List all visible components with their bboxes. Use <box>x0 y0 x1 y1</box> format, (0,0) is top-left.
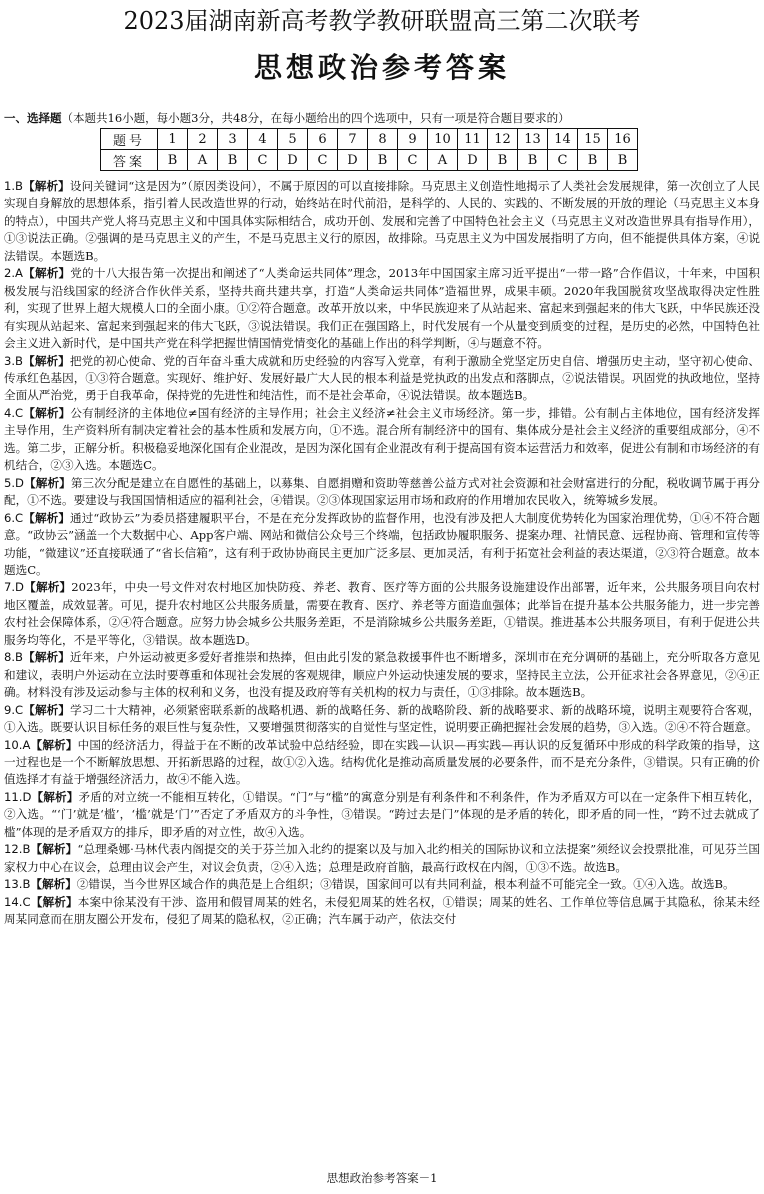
question-number-cell: 7 <box>338 129 368 150</box>
analysis-text: 2023年，中央一号文件对农村地区加快防疫、养老、教育、医疗等方面的公共服务设施建设作出部署，近年来，公共服务项目向农村地区覆盖，成效显著。可见，提升农村地区公共服务质量，需要在教育、医疗、养老等方面造血强体；此举旨在提升基本公共服务能力，进一步完善农村社会保障体系，②④符合题意。应努力协会城乡公共服务差距，不是消除城乡公共服务差距，①错误。推进基本公共服务项目，有利于促进公共服务均等化，不是平等化，③错误。故本题选D。 <box>4 580 760 647</box>
answer-table-number-row <box>101 129 638 150</box>
answer-cell: D <box>458 150 488 171</box>
item-number: 11.D <box>4 789 32 804</box>
item-number: 13.B <box>4 877 31 892</box>
item-number: 8.B <box>4 650 24 665</box>
analysis-tag: 【解析】 <box>23 650 70 665</box>
question-number-cell: 3 <box>218 129 248 150</box>
analysis-tag: 【解析】 <box>23 353 70 368</box>
question-number-cell: 1 <box>158 129 188 150</box>
analysis-item <box>4 579 760 649</box>
answer-cell: B <box>368 150 398 171</box>
analysis-tag: 【解析】 <box>30 842 78 857</box>
answer-cell: C <box>308 150 338 171</box>
answer-cell: B <box>218 150 248 171</box>
analysis-item <box>4 265 760 352</box>
answer-cell: B <box>488 150 518 171</box>
question-number-cell: 11 <box>458 129 488 150</box>
item-number: 2.A <box>4 266 23 281</box>
item-number: 7.D <box>4 580 24 595</box>
question-number-cell: 8 <box>368 129 398 150</box>
analysis-text: 近年来，户外运动被更多爱好者推崇和热捧，但由此引发的紧急救援事件也不断增多，深圳市在充分调研的基础上，充分听取各方意见和建议，表明户外运动在立法时要尊重和体现社会发展的客观规律，顺应户外运动快速发展的要求，坚持民主立法，公开征求社会各界意见，②④正确。材料没有涉及运动参与主体的权利和义务，也没有提及政府等有关机构的权力与责任，①③排除。故本题选B。 <box>4 650 760 700</box>
analysis-item <box>4 789 760 841</box>
analysis-text: 党的十八大报告第一次提出和阐述了“人类命运共同体”理念，2013年中国国家主席习近平提出“一带一路”合作倡议，十年来，中国积极发展与沿线国家的经济合作伙伴关系，坚持共商共建共享，打造“人类命运共同体”造福世界，成果丰硕。2020年我国脱贫攻坚战取得决定性胜利，实现了世界上超大规模人口的全面小康。①②符合题意。改革开放以来，中华民族迎来了从站起来、富起来到强起来的伟大飞跃，中华民族还没有实现从站起来、富起来到强起来的伟大飞跃，③说法错误。我们正在强国路上，时代发展有一个从量变到质变的过程，是历史的必然，中国特色社会主义进入新时代，是中国共产党在科学把握世情国情党情变化的基础上作出的科学判断，④与题意不符。 <box>4 266 760 351</box>
analysis-item <box>4 353 760 405</box>
analysis-text: 矛盾的对立统一不能相互转化，①错误。“门”与“槛”的寓意分别是有利条件和不利条件，作为矛盾双方可以在一定条件下相互转化，②入选。“‘门’就是‘槛’，‘槛’就是‘门’”否定了矛盾双方的斗争性，③错误。“跨过去是门”体现的是矛盾的转化，即矛盾的同一性，“跨不过去就成了槛”体现的是矛盾双方的排斥，即矛盾的对立性，故④入选。 <box>4 789 760 839</box>
analysis-text: 设问关键词“这是因为”（原因类设问），不属于原因的可以直接排除。马克思主义创造性地揭示了人类社会发展规律，第一次创立了人民实现自身解放的思想体系，指引着人民改造世界的行动，始终站在时代前沿，是科学的、人民的、实践的、不断发展的开放的理论（马克思主义本身的特点），中国共产党人将马克思主义和中国具体实际相结合，成功开创、发展和完善了中国特色社会主义（马克思主义对改造世界具有指导作用），①③说法正确。②强调的是马克思主义的产生，不是马克思主义行的原因，故排除。马克思主义为中国发展指明了方向，但不能提供具体方案，④说法错误。本题选B。 <box>4 179 760 263</box>
question-number-cell: 13 <box>518 129 548 150</box>
answer-cell: D <box>338 150 368 171</box>
item-number: 5.D <box>4 475 24 490</box>
analysis-tag: 【解析】 <box>23 405 71 420</box>
answer-cell: C <box>248 150 278 171</box>
answer-table <box>100 128 638 171</box>
analysis-item <box>4 841 760 876</box>
answer-cell: B <box>608 150 638 171</box>
analysis-tag: 【解析】 <box>30 894 78 909</box>
question-number-cell: 15 <box>578 129 608 150</box>
answer-table-answer-row <box>101 150 638 171</box>
analysis-tag: 【解析】 <box>23 702 71 717</box>
table-header-answer-label: 答案 <box>101 150 158 171</box>
question-number-cell: 12 <box>488 129 518 150</box>
section-note: （本题共16小题，每小题3分，共48分，在每小题给出的四个选项中，只有一项是符合题目要求的） <box>61 111 570 125</box>
question-number-cell: 2 <box>188 129 218 150</box>
analysis-item <box>4 894 760 929</box>
item-number: 9.C <box>4 702 24 717</box>
document-subtitle: 思想政治参考答案 <box>253 51 510 84</box>
item-number: 4.C <box>4 405 24 420</box>
answer-cell: A <box>188 150 218 171</box>
answer-cell: A <box>428 150 458 171</box>
analysis-text: “总理桑娜·马林代表内阁提交的关于芬兰加入北约的提案以及与加入北约相关的国际协议和立法提案”须经议会投票批准，可见芬兰国家权力中心在议会，总理由议会产生，对议会负责，②④入选；总理是政府首脑，最高行政权在内阁，①③不选。故选B。 <box>4 842 760 874</box>
item-number: 6.C <box>4 510 24 525</box>
analysis-tag: 【解析】 <box>24 475 71 490</box>
analysis-tag: 【解析】 <box>31 789 79 804</box>
item-number: 1.B <box>4 179 24 193</box>
analysis-section <box>4 178 760 928</box>
analysis-text: 学习二十大精神，必须紧密联系新的战略机遇、新的战略任务、新的战略阶段、新的战略要求、新的战略环境，说明主观要符合客观，①入选。既要认识目标任务的艰巨性与复杂性，又要增强贯彻落实的自觉性与坚定性，说明要正确把握社会发展的趋势，③入选。②④不符合题意。 <box>4 702 760 735</box>
table-header-number-label: 题号 <box>101 129 158 150</box>
analysis-tag: 【解析】 <box>24 580 72 595</box>
question-number-cell: 10 <box>428 129 458 150</box>
analysis-text: 第三次分配是建立在自愿性的基础上，以募集、自愿捐赠和资助等慈善公益方式对社会资源和社会财富进行的分配，税收调节属于再分配，①不选。要建设与我国国情相适应的福利社会，④错误。②③体现国家运用市场和政府的作用增加农民收入，统筹城乡发展。 <box>4 475 760 508</box>
analysis-tag: 【解析】 <box>23 179 70 193</box>
item-number: 3.B <box>4 353 24 368</box>
question-number-cell: 16 <box>608 129 638 150</box>
item-number: 12.B <box>4 842 31 857</box>
answer-cell: D <box>278 150 308 171</box>
analysis-tag: 【解析】 <box>23 510 71 525</box>
analysis-text: ②错误，当今世界区域合作的典范是上合组织；③错误，国家间可以有共同利益，根本利益不可能完全一致。①④入选。故选B。 <box>76 877 735 892</box>
analysis-item <box>4 702 760 737</box>
analysis-item <box>4 475 760 510</box>
analysis-text: 通过“政协云”为委员搭建履职平台，不是在充分发挥政协的监督作用，也没有涉及把人大制度优势转化为国家治理优势，①④不符合题意。“政协云”涵盖一个大数据中心、App客户端、网站和微信公众号三个终端，包括政协履职服务、提案办理、社情民意、远程协商、管理和宣传等功能，“微建议”还直接联通了“省长信箱”，这有利于政协协商民主更加广泛多层、更加灵活，有利于拓宽社会利益的表达渠道，②③符合题意。故本题选C。 <box>4 510 760 577</box>
answer-cell: B <box>578 150 608 171</box>
question-number-cell: 14 <box>548 129 578 150</box>
question-number-cell: 6 <box>308 129 338 150</box>
analysis-text: 中国的经济活力，得益于在不断的改革试验中总结经验，即在实践—认识—再实践—再认识的反复循环中形成的科学政策的指导，这一过程也是一个不断解放思想、开拓新思路的过程，故①②入选。结构优化是推动高质量发展的必要条件，而不是充分条件，③错误。只有正确的价值选择才有益于增强经济活力，故④不能入选。 <box>4 737 760 787</box>
item-number: 10.A <box>4 737 31 752</box>
question-number-cell: 4 <box>248 129 278 150</box>
answer-cell: B <box>158 150 188 171</box>
item-number: 14.C <box>4 894 31 909</box>
analysis-item <box>4 178 760 265</box>
page-footer: 思想政治参考答案－1 <box>326 1171 438 1185</box>
question-number-cell: 5 <box>278 129 308 150</box>
section-label: 一、选择题 <box>4 111 62 125</box>
analysis-tag: 【解析】 <box>30 877 77 892</box>
answer-cell: B <box>518 150 548 171</box>
answer-cell: C <box>398 150 428 171</box>
analysis-item <box>4 405 760 475</box>
analysis-tag: 【解析】 <box>23 266 71 281</box>
question-number-cell: 9 <box>398 129 428 150</box>
answer-cell: C <box>548 150 578 171</box>
analysis-item <box>4 649 760 701</box>
analysis-text: 本案中徐某没有干涉、盗用和假冒周某的姓名，未侵犯周某的姓名权，①错误；周某的姓名、工作单位等信息属于其隐私，徐某未经周某同意而在朋友圈公开发布，侵犯了周某的隐私权，②正确；汽车属于动产，依法交付 <box>4 894 760 927</box>
analysis-text: 公有制经济的主体地位≠国有经济的主导作用；社会主义经济≠社会主义市场经济。第一步，排错。公有制占主体地位，国有经济发挥主导作用，生产资料所有制决定着社会的基本性质和发展方向，①不选。混合所有制经济中的国有、集体成分是社会主义经济的重要组成部分，④不选。第二步，正解分析。积极稳妥地深化国有企业混改，是因为深化国有企业混改有利于提高国有资本运营活力和效率，促进公有制和市场经济的有机结合，②③入选。本题选C。 <box>4 405 760 473</box>
exam-title: 2023届湖南新高考教学教研联盟高三第二次联考 <box>123 7 641 35</box>
section-heading <box>4 110 760 126</box>
analysis-item <box>4 510 760 580</box>
analysis-item <box>4 876 760 893</box>
analysis-text: 把党的初心使命、党的百年奋斗重大成就和历史经验的内容写入党章，有利于激励全党坚定历史自信、增强历史主动，坚守初心使命、传承红色基因，①③符合题意。实现好、维护好、发展好最广大人民的根本利益是党执政的出发点和落脚点，②说法错误。巩固党的执政地位，坚持全面从严治党，勇于自我革命，保持党的先进性和纯洁性，而不是社会革命，④说法错误。故本题选B。 <box>4 353 760 403</box>
analysis-tag: 【解析】 <box>30 737 78 752</box>
analysis-item <box>4 737 760 789</box>
